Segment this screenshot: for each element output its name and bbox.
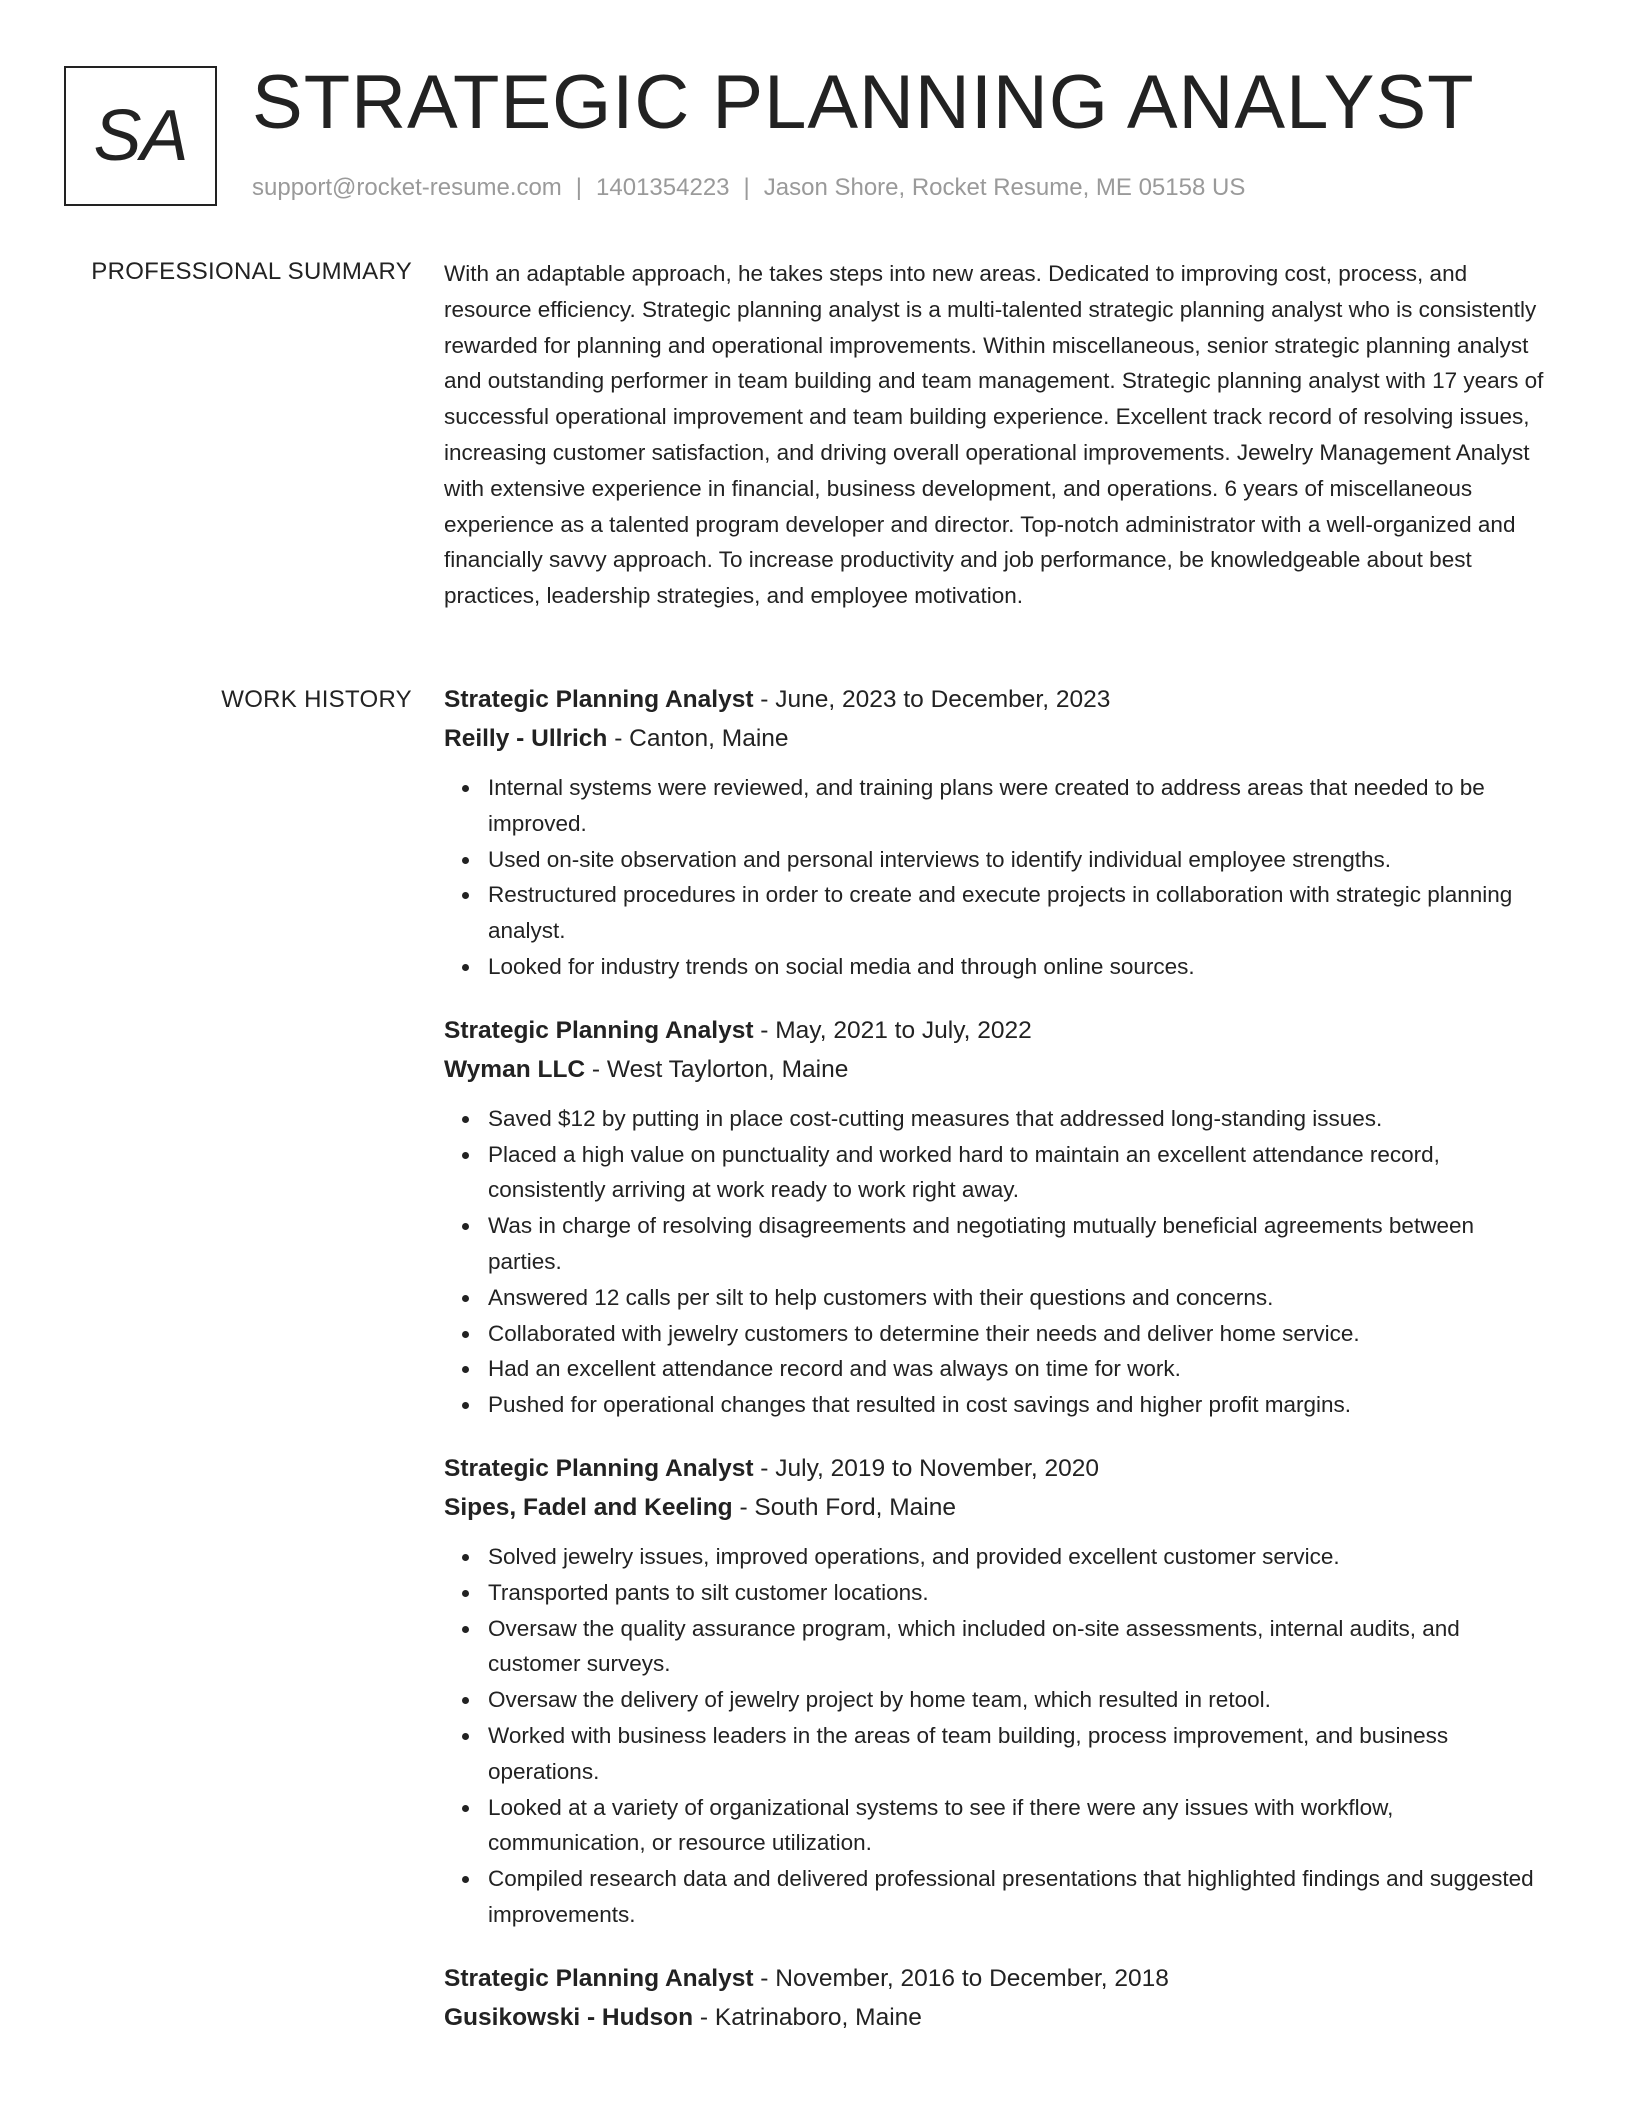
job-dates: - May, 2021 to July, 2022 [753,1016,1032,1044]
job-bullet-item: Looked at a variety of organizational systems to see if there were any issues with workflow, communication, or resource utilization. [488,1790,1549,1862]
job-title-line [444,1449,1549,1488]
contact-address: Jason Shore, Rocket Resume, ME 05158 US [763,174,1246,201]
job-title: Strategic Planning Analyst [444,1964,754,1992]
job-title-line [444,680,1549,719]
contact-separator: | [575,174,583,201]
contact-separator: | [743,174,750,201]
job-bullet-item: Worked with business leaders in the areas of team building, process improvement, and business operations. [488,1718,1549,1790]
job-bullet-list [444,770,1549,985]
job-company: Reilly - Ullrich [444,725,608,752]
job-title-line [444,1959,1549,1998]
job-company: Wyman LLC [444,1055,586,1083]
contact-email[interactable]: support@rocket-resume.com [252,174,562,201]
summary-body [444,256,1549,614]
job-title: Strategic Planning Analyst [444,1454,754,1482]
job-bullet-item: Had an excellent attendance record and was always on time for work. [488,1351,1549,1387]
job-bullet-item: Was in charge of resolving disagreements and negotiating mutually beneficial agreements between parties. [488,1208,1549,1280]
job-entry [444,1959,1549,2037]
job-bullet-item: Looked for industry trends on social media and through online sources. [488,949,1549,985]
job-location: - Canton, Maine [607,725,789,752]
job-bullet-item: Pushed for operational changes that resulted in cost savings and higher profit margins. [488,1387,1549,1423]
job-company-line [444,1488,1549,1527]
job-location: - Katrinaboro, Maine [693,2003,922,2031]
monogram-logo: SA [64,66,217,206]
job-bullet-item: Collaborated with jewelry customers to determine their needs and deliver home service. [488,1316,1549,1352]
job-entry [444,1449,1549,1933]
job-bullet-item: Solved jewelry issues, improved operations, and provided excellent customer service. [488,1539,1549,1575]
job-dates: - July, 2019 to November, 2020 [753,1454,1099,1482]
job-location: - West Taylorton, Maine [585,1055,849,1083]
job-entry [444,1011,1549,1423]
job-dates: - June, 2023 to December, 2023 [753,686,1111,713]
resume-title: STRATEGIC PLANNING ANALYST [252,60,1475,145]
job-bullet-item: Oversaw the delivery of jewelry project by home team, which resulted in retool. [488,1682,1549,1718]
job-location: - South Ford, Maine [732,1493,956,1521]
job-bullet-item: Used on-site observation and personal interviews to identify individual employee strengths. [488,842,1549,878]
section-label-work-history: WORK HISTORY [221,686,412,713]
job-bullet-item: Restructured procedures in order to create and execute projects in collaboration with strategic planning analyst. [488,877,1549,949]
contact-line [252,172,1245,204]
job-company-line [444,719,1549,758]
job-company-line [444,1998,1549,2037]
job-company: Gusikowski - Hudson [444,2003,694,2031]
contact-phone[interactable]: 1401354223 [596,174,730,201]
job-bullet-item: Oversaw the quality assurance program, which included on-site assessments, internal audits, and customer surveys. [488,1611,1549,1683]
work-history-list [444,680,1549,2063]
job-bullet-item: Transported pants to silt customer locations. [488,1575,1549,1611]
job-company-line [444,1050,1549,1089]
summary-text: With an adaptable approach, he takes steps into new areas. Dedicated to improving cost, process, and resource efficiency. Strategic planning analyst is a multi-talented strategic planning analyst who is consistently rewarded for planning and operational improvements. Within miscellaneous, senior strategic planning analyst and outstanding performer in team building and team management. Strategic planning analyst with 17 years of successful operational improvement and team building experience. Excellent track record of resolving issues, increasing customer satisfaction, and driving overall operational improvements. Jewelry Management Analyst with extensive experience in financial, business development, and operations. 6 years of miscellaneous experience as a talented program developer and director. Top-notch administrator with a well-organized and financially savvy approach. To increase productivity and job performance, be knowledgeable about best practices, leadership strategies, and employee motivation. [444,261,1544,609]
job-title: Strategic Planning Analyst [444,686,754,713]
job-entry [444,680,1549,985]
job-title: Strategic Planning Analyst [444,1016,754,1044]
job-bullet-list [444,1101,1549,1423]
job-bullet-list [444,1539,1549,1933]
job-bullet-item: Compiled research data and delivered professional presentations that highlighted findings and suggested improvements. [488,1861,1549,1933]
job-bullet-item: Internal systems were reviewed, and training plans were created to address areas that needed to be improved. [488,770,1549,842]
section-label-summary: PROFESSIONAL SUMMARY [91,258,412,285]
job-bullet-item: Answered 12 calls per silt to help customers with their questions and concerns. [488,1280,1549,1316]
job-bullet-item: Saved $12 by putting in place cost-cutting measures that addressed long-standing issues. [488,1101,1549,1137]
job-dates: - November, 2016 to December, 2018 [753,1964,1169,1992]
job-title-line [444,1011,1549,1050]
job-bullet-item: Placed a high value on punctuality and worked hard to maintain an excellent attendance record, consistently arriving at work ready to work right away. [488,1137,1549,1209]
job-company: Sipes, Fadel and Keeling [444,1493,733,1521]
